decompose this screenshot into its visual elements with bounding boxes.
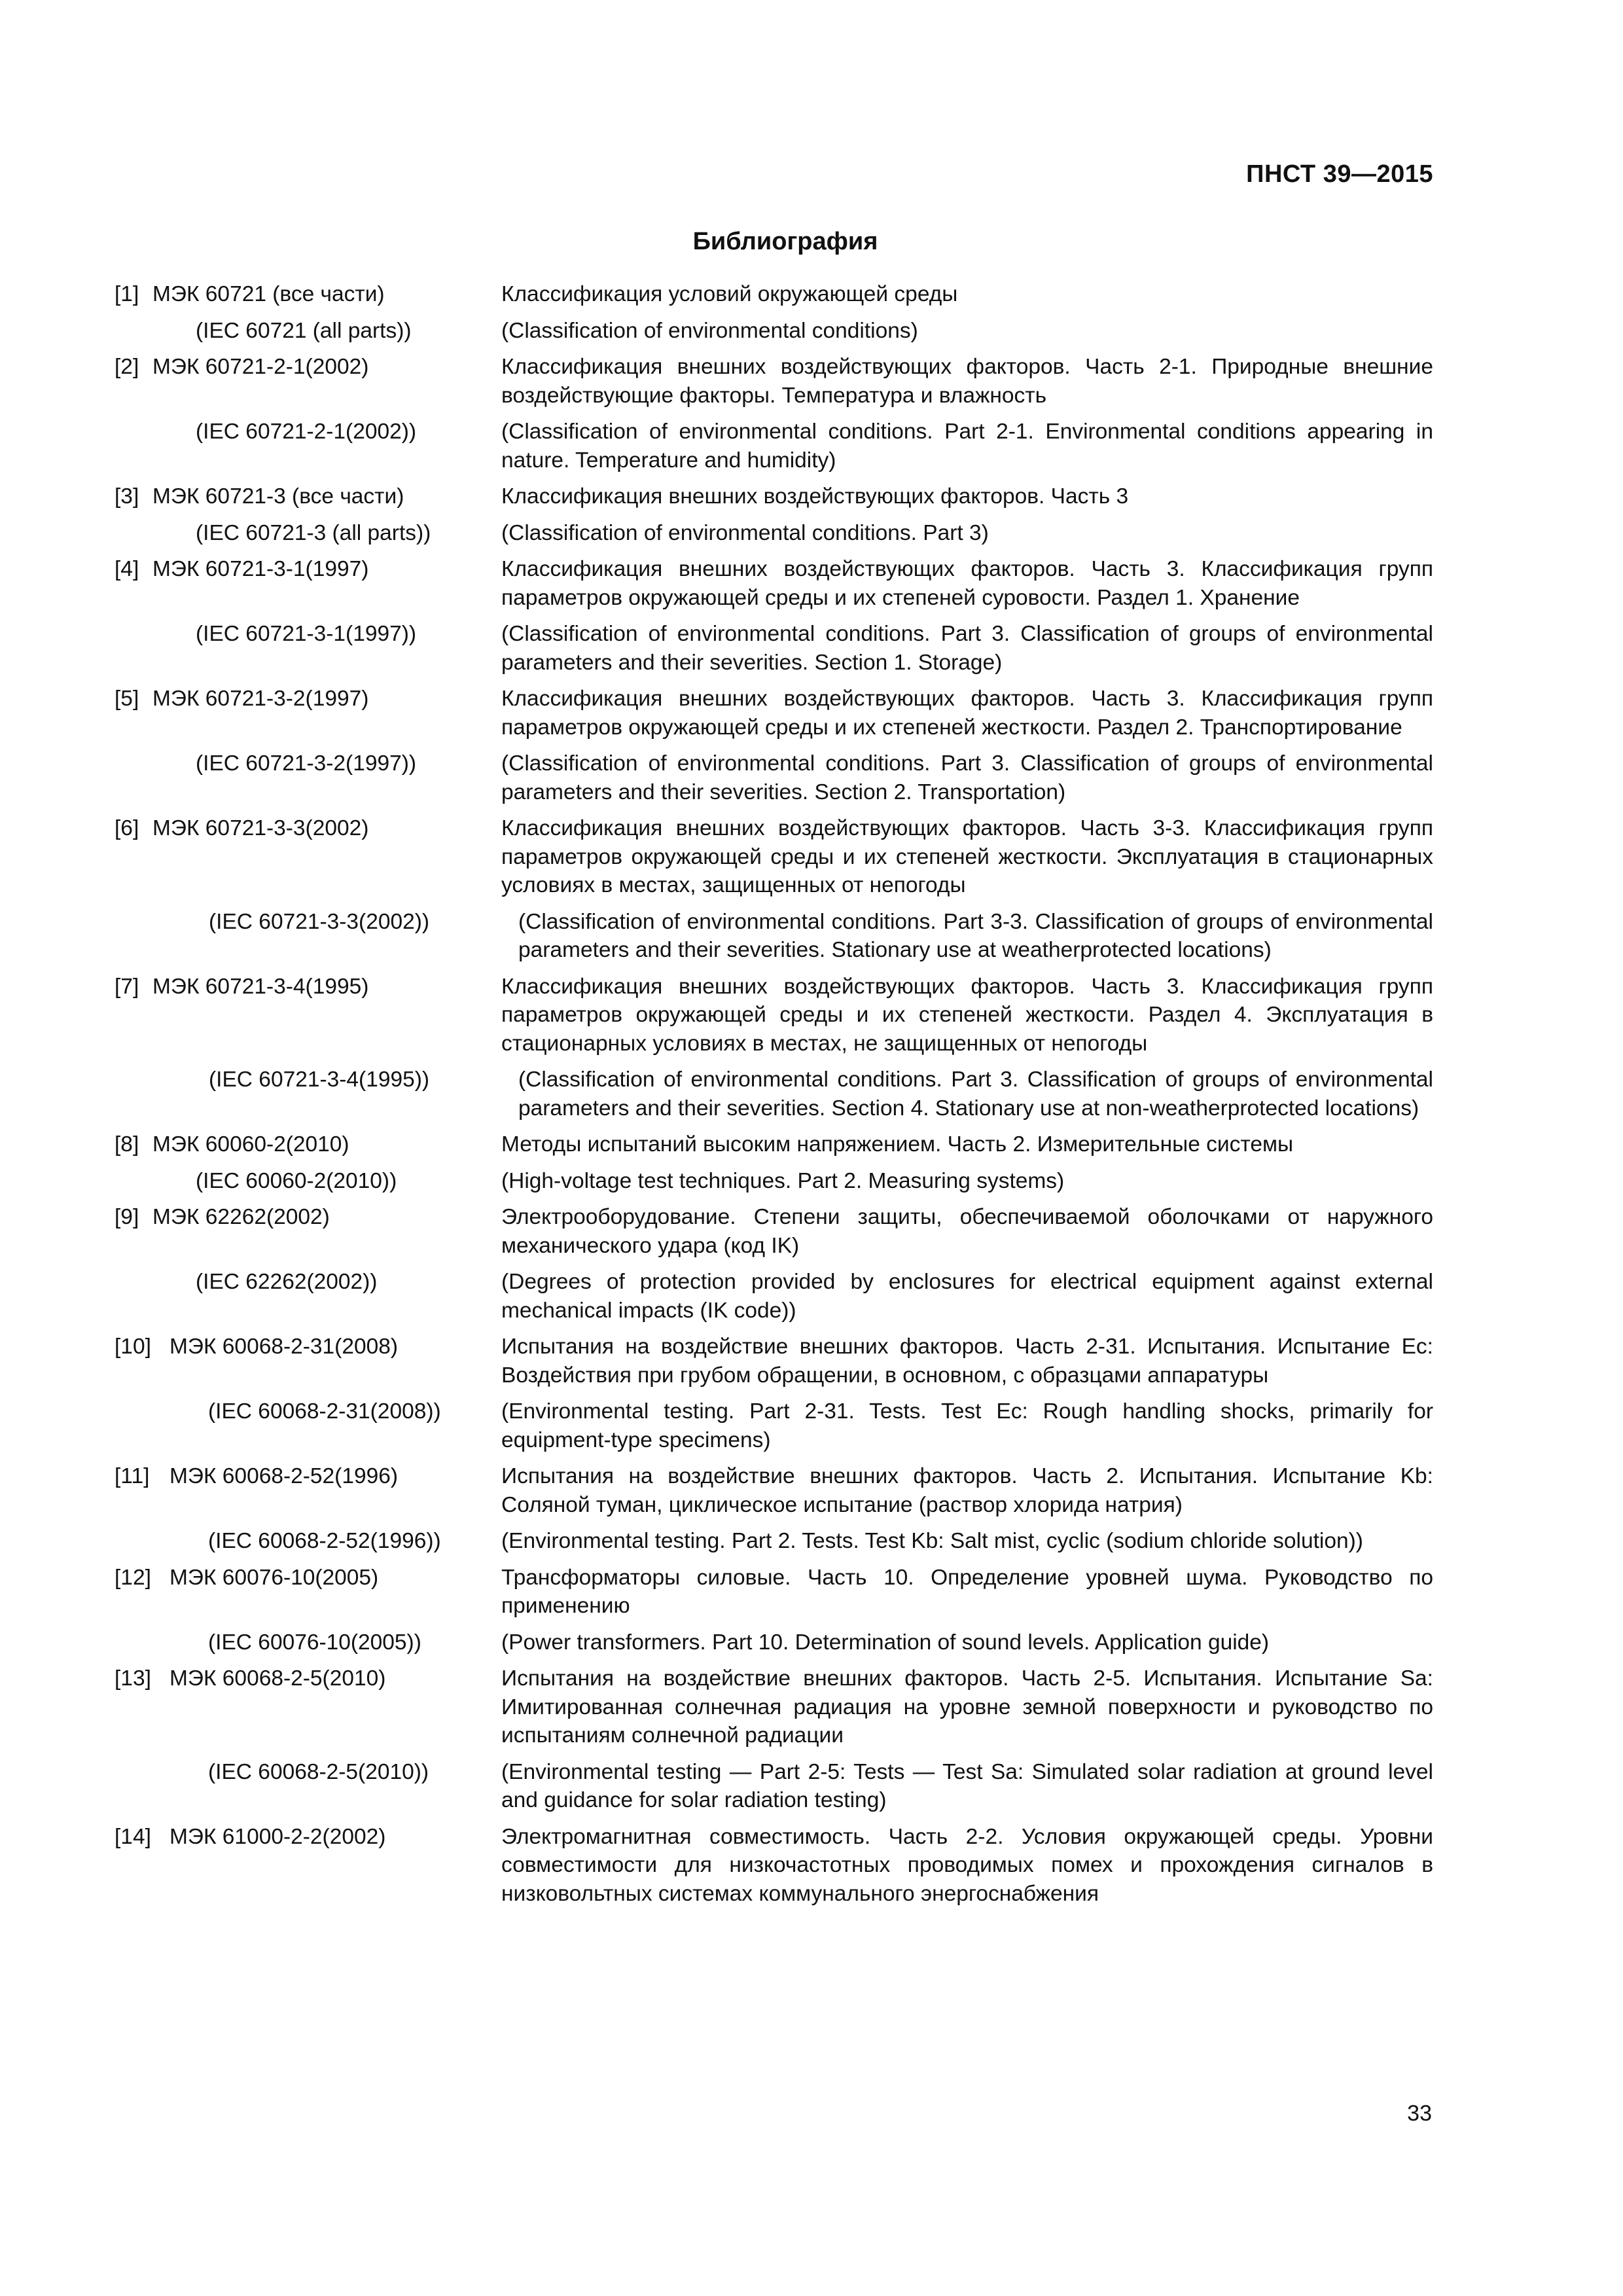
entry-description: (Environmental testing. Part 2-31. Tests. Test Ec: Rough handling shocks, primarily for equipment-type specimens) xyxy=(501,1399,1433,1452)
entry-number: [13] xyxy=(115,1666,151,1691)
entry-number: [14] xyxy=(115,1824,151,1849)
entry-description: Классификация внешних воздействующих факторов. Часть 3. Классификация групп параметров окружающей среды и их степеней жесткости. Раздел 2. Транспортирование xyxy=(501,687,1433,740)
entry-number xyxy=(115,749,152,806)
bibliography-entry xyxy=(115,814,1433,900)
entry-reference: МЭК 60721-3 (все части) xyxy=(152,484,404,509)
entry-reference: (IEC 60068-2-31(2008)) xyxy=(208,1399,441,1424)
bibliography-list xyxy=(115,280,1433,1916)
entry-reference: МЭК 60068-2-31(2008) xyxy=(169,1335,399,1359)
bibliography-entry xyxy=(115,1203,1433,1260)
entry-description: (Degrees of protection provided by enclosures for electrical equipment against external mechanical impacts (IK code)) xyxy=(501,1270,1433,1323)
entry-reference: (IEC 60068-2-5(2010)) xyxy=(208,1759,429,1784)
entry-description: (Classification of environmental conditions) xyxy=(501,318,918,343)
entry-number xyxy=(115,1167,152,1196)
entry-number xyxy=(115,1397,152,1454)
page-title: Библиография xyxy=(692,228,878,255)
entry-number xyxy=(115,1758,152,1815)
entry-description: (Classification of environmental conditions. Part 3) xyxy=(501,520,989,545)
entry-reference: МЭК 60068-2-5(2010) xyxy=(169,1666,386,1691)
entry-reference: (IEC 60721-3 (all parts)) xyxy=(196,520,431,545)
entry-reference: МЭК 60721-2-1(2002) xyxy=(152,355,369,379)
bibliography-entry xyxy=(115,1564,1433,1621)
entry-reference: МЭК 62262(2002) xyxy=(152,1205,330,1229)
entry-number: [12] xyxy=(115,1565,151,1590)
entry-reference: (IEC 60060-2(2010)) xyxy=(196,1168,397,1193)
bibliography-entry xyxy=(115,1130,1433,1159)
entry-reference: (IEC 60076-10(2005)) xyxy=(208,1630,421,1655)
entry-number: [9] xyxy=(115,1205,139,1229)
entry-description: Классификация внешних воздействующих факторов. Часть 3 xyxy=(501,484,1129,509)
entry-number xyxy=(115,418,152,475)
bibliography-entry-translation xyxy=(115,1268,1433,1325)
entry-number xyxy=(115,1066,169,1122)
bibliography-entry-translation xyxy=(115,1527,1433,1556)
entry-reference: МЭК 60721-3-1(1997) xyxy=(152,557,369,581)
entry-description: Испытания на воздействие внешних факторов. Часть 2. Испытания. Испытание Kb: Соляной туман, циклическое испытание (раствор хлорида натрия) xyxy=(501,1464,1433,1517)
bibliography-entry-translation xyxy=(115,519,1433,548)
entry-description: (Environmental testing — Part 2-5: Tests — Test Sa: Simulated solar radiation at ground level and guidance for solar radiation testing) xyxy=(501,1759,1433,1812)
entry-reference: (IEC 60721-3-1(1997)) xyxy=(196,622,417,646)
entry-reference: МЭК 60076-10(2005) xyxy=(169,1565,379,1590)
entry-number: [5] xyxy=(115,687,139,711)
bibliography-entry-translation xyxy=(115,317,1433,346)
entry-description: Методы испытаний высоким напряжением. Часть 2. Измерительные системы xyxy=(501,1132,1294,1157)
entry-reference: (IEC 60721-3-3(2002)) xyxy=(209,909,430,934)
bibliography-entry xyxy=(115,555,1433,612)
entry-description: (Classification of environmental conditions. Part 3. Classification of groups of environmental parameters and their severities. Section 2. Transportation) xyxy=(501,751,1433,804)
bibliography-entry xyxy=(115,973,1433,1058)
entry-number xyxy=(115,519,152,548)
entry-description: Электрооборудование. Степени защиты, обеспечиваемой оболочками от наружного механического удара (код IK) xyxy=(501,1205,1433,1258)
bibliography-entry-translation xyxy=(115,418,1433,475)
entry-reference: (IEC 60721-2-1(2002)) xyxy=(196,420,417,444)
entry-reference: МЭК 60721 (все части) xyxy=(152,282,385,306)
entry-description: Трансформаторы силовые. Часть 10. Определение уровней шума. Руководство по применению xyxy=(501,1565,1433,1618)
bibliography-entry-translation xyxy=(115,1758,1433,1815)
bibliography-entry xyxy=(115,353,1433,410)
entry-description: Электромагнитная совместимость. Часть 2-2. Условия окружающей среды. Уровни совместимости для низкочастотных проводимых помех и прохождения сигналов в низковольтных системах коммунального энергоснабжения xyxy=(501,1824,1433,1906)
entry-description: Классификация внешних воздействующих факторов. Часть 3. Классификация групп параметров окружающей среды и их степеней жесткости. Раздел 4. Эксплуатация в стационарных условиях в местах, не защищенных от непогоды xyxy=(501,974,1433,1056)
entry-description: Классификация условий окружающей среды xyxy=(501,282,958,306)
entry-description: (High-voltage test techniques. Part 2. Measuring systems) xyxy=(501,1168,1065,1193)
entry-reference: МЭК 61000-2-2(2002) xyxy=(169,1824,386,1849)
entry-reference: (IEC 60721-3-2(1997)) xyxy=(196,751,417,776)
entry-number: [10] xyxy=(115,1335,151,1359)
entry-description: (Classification of environmental conditions. Part 3-3. Classification of groups of environmental parameters and their severities. Stationary use at weatherprotected locations) xyxy=(518,909,1433,962)
entry-number: [3] xyxy=(115,484,139,509)
bibliography-entry-translation xyxy=(115,908,1433,965)
bibliography-entry-translation xyxy=(115,1167,1433,1196)
entry-number: [7] xyxy=(115,974,139,999)
standard-designation: ПНСТ 39—2015 xyxy=(1246,160,1433,188)
entry-description: (Classification of environmental conditions. Part 3. Classification of groups of environmental parameters and their severities. Section 1. Storage) xyxy=(501,622,1433,675)
bibliography-entry xyxy=(115,1664,1433,1750)
bibliography-entry xyxy=(115,685,1433,742)
entry-number: [8] xyxy=(115,1132,139,1157)
entry-description: Классификация внешних воздействующих факторов. Часть 3-3. Классификация групп параметров окружающей среды и их степеней жесткости. Эксплуатация в стационарных условиях в местах, защищенных от непогоды xyxy=(501,816,1433,897)
entry-reference: МЭК 60721-3-3(2002) xyxy=(152,816,369,840)
entry-number: [11] xyxy=(115,1464,150,1488)
entry-description: (Classification of environmental conditions. Part 2-1. Environmental conditions appearing in nature. Temperature and humidity) xyxy=(501,420,1433,473)
entry-reference: (IEC 62262(2002)) xyxy=(196,1270,378,1294)
entry-number: [6] xyxy=(115,816,139,840)
entry-number xyxy=(115,908,169,965)
entry-description: Классификация внешних воздействующих факторов. Часть 2-1. Природные внешние воздействующие факторы. Температура и влажность xyxy=(501,355,1433,408)
entry-reference: МЭК 60721-3-2(1997) xyxy=(152,687,369,711)
entry-reference: МЭК 60068-2-52(1996) xyxy=(169,1464,399,1488)
entry-number xyxy=(115,317,152,346)
entry-number: [4] xyxy=(115,557,139,581)
entry-number xyxy=(115,1628,152,1657)
bibliography-entry-translation xyxy=(115,749,1433,806)
bibliography-entry-translation xyxy=(115,1397,1433,1454)
entry-description: Испытания на воздействие внешних факторов. Часть 2-5. Испытания. Испытание Sa: Имитированная солнечная радиация на уровне земной поверхности и руководство по испытаниям солнечной радиации xyxy=(501,1666,1433,1748)
entry-reference: МЭК 60060-2(2010) xyxy=(152,1132,349,1157)
entry-description: (Power transformers. Part 10. Determination of sound levels. Application guide) xyxy=(501,1630,1270,1655)
entry-number xyxy=(115,620,152,677)
entry-description: (Environmental testing. Part 2. Tests. Test Kb: Salt mist, cyclic (sodium chloride solution)) xyxy=(501,1529,1363,1553)
entry-description: (Classification of environmental conditions. Part 3. Classification of groups of environmental parameters and their severities. Section 4. Stationary use at non-weatherprotected locations) xyxy=(518,1067,1433,1121)
page-number: 33 xyxy=(1407,2101,1432,2126)
bibliography-entry xyxy=(115,482,1433,511)
entry-reference: МЭК 60721-3-4(1995) xyxy=(152,974,369,999)
entry-number xyxy=(115,1268,152,1325)
entry-number xyxy=(115,1527,152,1556)
entry-number: [2] xyxy=(115,355,139,379)
bibliography-entry xyxy=(115,1823,1433,1909)
bibliography-entry-translation xyxy=(115,620,1433,677)
entry-reference: (IEC 60721-3-4(1995)) xyxy=(209,1067,430,1092)
entry-description: Классификация внешних воздействующих факторов. Часть 3. Классификация групп параметров окружающей среды и их степеней суровости. Раздел 1. Хранение xyxy=(501,557,1433,610)
bibliography-entry-translation xyxy=(115,1628,1433,1657)
bibliography-entry xyxy=(115,1462,1433,1519)
bibliography-entry-translation xyxy=(115,1066,1433,1122)
entry-description: Испытания на воздействие внешних факторов. Часть 2-31. Испытания. Испытание Ec: Воздействия при грубом обращении, в основном, с образцами аппаратуры xyxy=(501,1335,1433,1388)
entry-number: [1] xyxy=(115,282,139,306)
entry-reference: (IEC 60721 (all parts)) xyxy=(196,318,412,343)
entry-reference: (IEC 60068-2-52(1996)) xyxy=(208,1529,441,1553)
bibliography-entry xyxy=(115,280,1433,309)
bibliography-entry xyxy=(115,1333,1433,1390)
